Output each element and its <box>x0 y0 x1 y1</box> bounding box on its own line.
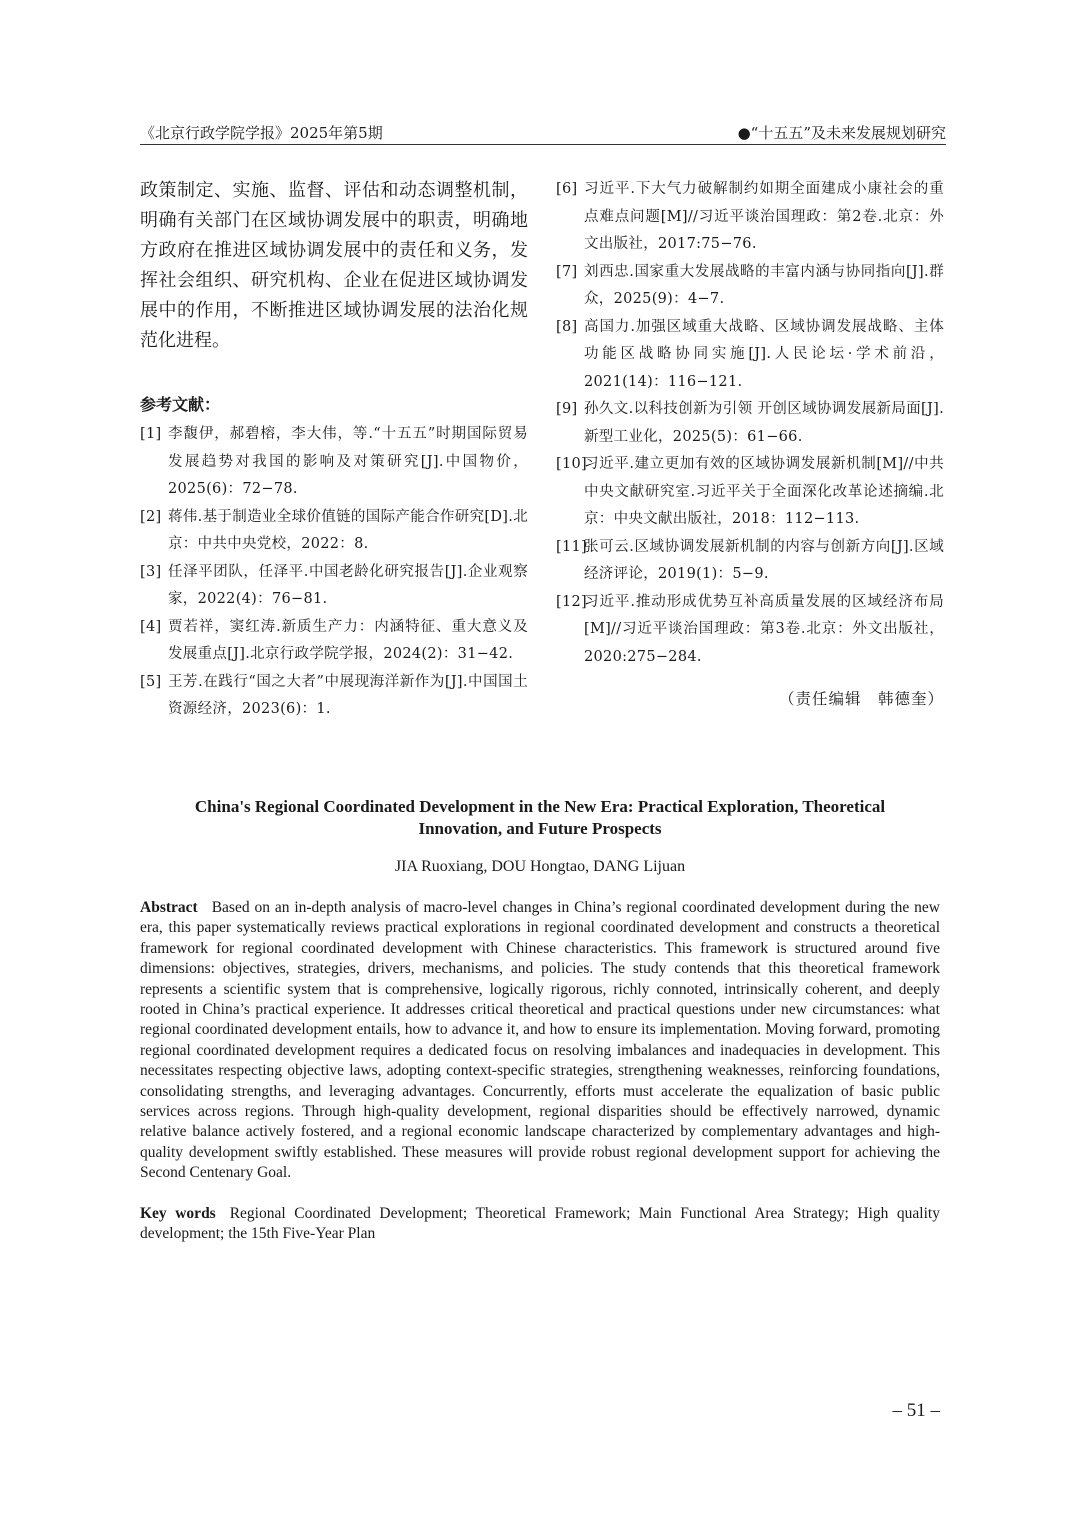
references-list-right <box>556 176 944 671</box>
running-header <box>140 122 946 145</box>
reference-text: 贾若祥，窦红涛.新质生产力：内涵特征、重大意义及发展重点[J].北京行政学院学报，2024(2)：31−42. <box>168 618 528 662</box>
reference-number: [3] <box>140 563 162 580</box>
references-list-left <box>140 421 528 724</box>
reference-item <box>556 534 944 589</box>
reference-number: [11] <box>556 538 587 555</box>
reference-text: 刘西忠.国家重大发展战略的丰富内涵与协同指向[J].群众，2025(9)：4−7. <box>584 263 944 307</box>
editor-note: （责任编辑 韩德奎） <box>778 690 944 708</box>
reference-text: 习近平.推动形成优势互补高质量发展的区域经济布局[M]//习近平谈治国理政：第3卷.北京：外文出版社，2020:275−284. <box>584 593 944 665</box>
journal-name: 《北京行政学院学报》2025年第5期 <box>140 124 383 142</box>
reference-item <box>556 451 944 534</box>
reference-number: [5] <box>140 673 162 690</box>
reference-number: [1] <box>140 426 162 442</box>
reference-text: 习近平.下大气力破解制约如期全面建成小康社会的重点难点问题[M]//习近平谈治国理政：第2卷.北京：外文出版社，2017:75−76. <box>584 181 944 252</box>
reference-number: [2] <box>140 508 162 525</box>
reference-number: [8] <box>556 318 578 335</box>
abstract-text: Based on an in-depth analysis of macro-level changes in China’s regional coordinated development during the new era, this paper systematically reviews practical explorations in regional coordinated development and constructs a theoretical framework for regional coordinated development with Chinese characteristics. This framework is structured around five dimensions: objectives, strategies, drivers, mechanisms, and policies. The study contends that this theoretical framework represents a scientific system that is comprehensive, logically rigorous, richly connoted, intrinsically coherent, and deeply rooted in China’s practical experience. It addresses critical theoretical and practical questions under new circumstances: what regional coordinated development entails, how to advance it, and how to ensure its implementation. Moving forward, promoting regional coordinated development requires a dedicated focus on resolving imbalances and inadequacies in development. This necessitates respecting objective laws, adopting context-specific strategies, strengthening weaknesses, reinforcing foundations, consolidating strengths, and leveraging advantages. Concurrently, efforts must accelerate the equalization of basic public services across regions. Through high-quality development, regional disparities should be effectively narrowed, dynamic relative balance actively fostered, and a regional economic landscape characterized by complementary advantages and high-quality development swiftly established. These measures will provide robust regional development support for achieving the Second Centenary Goal. <box>140 899 940 1182</box>
reference-item <box>140 421 528 504</box>
reference-text: 孙久文.以科技创新为引领 开创区域协调发展新局面[J].新型工业化，2025(5)：61−66. <box>584 401 944 445</box>
reference-number: [9] <box>556 401 578 417</box>
english-title-line1: China's Regional Coordinated Development in the New Era: Practical Exploration, Theoretical <box>194 797 886 816</box>
reference-item <box>556 259 944 314</box>
reference-item <box>140 669 528 724</box>
section-title: ●“十五五”及未来发展规划研究 <box>737 124 946 142</box>
reference-number: [4] <box>140 618 162 635</box>
english-title <box>140 796 940 840</box>
right-column <box>556 176 944 709</box>
reference-item <box>556 396 944 451</box>
body-paragraph: 政策制定、实施、监督、评估和动态调整机制，明确有关部门在区域协调发展中的职责，明确地方政府在推进区域协调发展中的责任和义务，发挥社会组织、研究机构、企业在促进区域协调发展中的作用，不断推进区域协调发展的法治化规范化进程。 <box>140 180 528 351</box>
reference-text: 张可云.区域协调发展新机制的内容与创新方向[J].区域经济评论，2019(1)：5−9. <box>584 538 944 582</box>
reference-text: 任泽平团队，任泽平.中国老龄化研究报告[J].企业观察家，2022(4)：76−81. <box>168 563 528 607</box>
english-abstract-block <box>140 796 940 1245</box>
reference-text: 王芳.在践行“国之大者”中展现海洋新作为[J].中国国土资源经济，2023(6)：1. <box>168 673 528 717</box>
reference-number: [7] <box>556 263 578 280</box>
keywords-label: Key words <box>140 1204 216 1222</box>
english-title-line2: Innovation, and Future Prospects <box>418 819 662 838</box>
left-column <box>140 176 528 724</box>
body-text <box>140 176 528 356</box>
reference-item <box>556 589 944 672</box>
reference-text: 习近平.建立更加有效的区域协调发展新机制[M]//中共中央文献研究室.习近平关于全面深化改革论述摘编.北京：中央文献出版社，2018：112−113. <box>584 456 944 527</box>
reference-number: [6] <box>556 181 578 197</box>
reference-item <box>556 314 944 397</box>
reference-text: 蒋伟.基于制造业全球价值链的国际产能合作研究[D].北京：中共中央党校，2022：8. <box>168 508 528 552</box>
abstract-label: Abstract <box>140 899 198 916</box>
english-keywords <box>140 1204 940 1245</box>
reference-text: 高国力.加强区域重大战略、区域协调发展战略、主体功能区战略协同实施[J].人民论坛·学术前沿，2021(14)：116−121. <box>584 318 944 390</box>
reference-number: [12] <box>556 593 587 610</box>
keywords-text: Regional Coordinated Development; Theoretical Framework; Main Functional Area Strategy; High quality development; the 15th Five-Year Plan <box>140 1204 940 1243</box>
reference-item <box>140 504 528 559</box>
english-abstract <box>140 898 940 1184</box>
references-heading: 参考文献： <box>140 395 221 414</box>
reference-number: [10] <box>556 456 587 472</box>
page-number: – 51 – <box>892 1400 940 1421</box>
english-authors: JIA Ruoxiang, DOU Hongtao, DANG Lijuan <box>394 858 686 875</box>
reference-item <box>140 614 528 669</box>
reference-text: 李馥伊，郝碧榕，李大伟，等.“十五五”时期国际贸易发展趋势对我国的影响及对策研究[J].中国物价，2025(6)：72−78. <box>168 426 528 497</box>
reference-item <box>556 176 944 259</box>
reference-item <box>140 559 528 614</box>
